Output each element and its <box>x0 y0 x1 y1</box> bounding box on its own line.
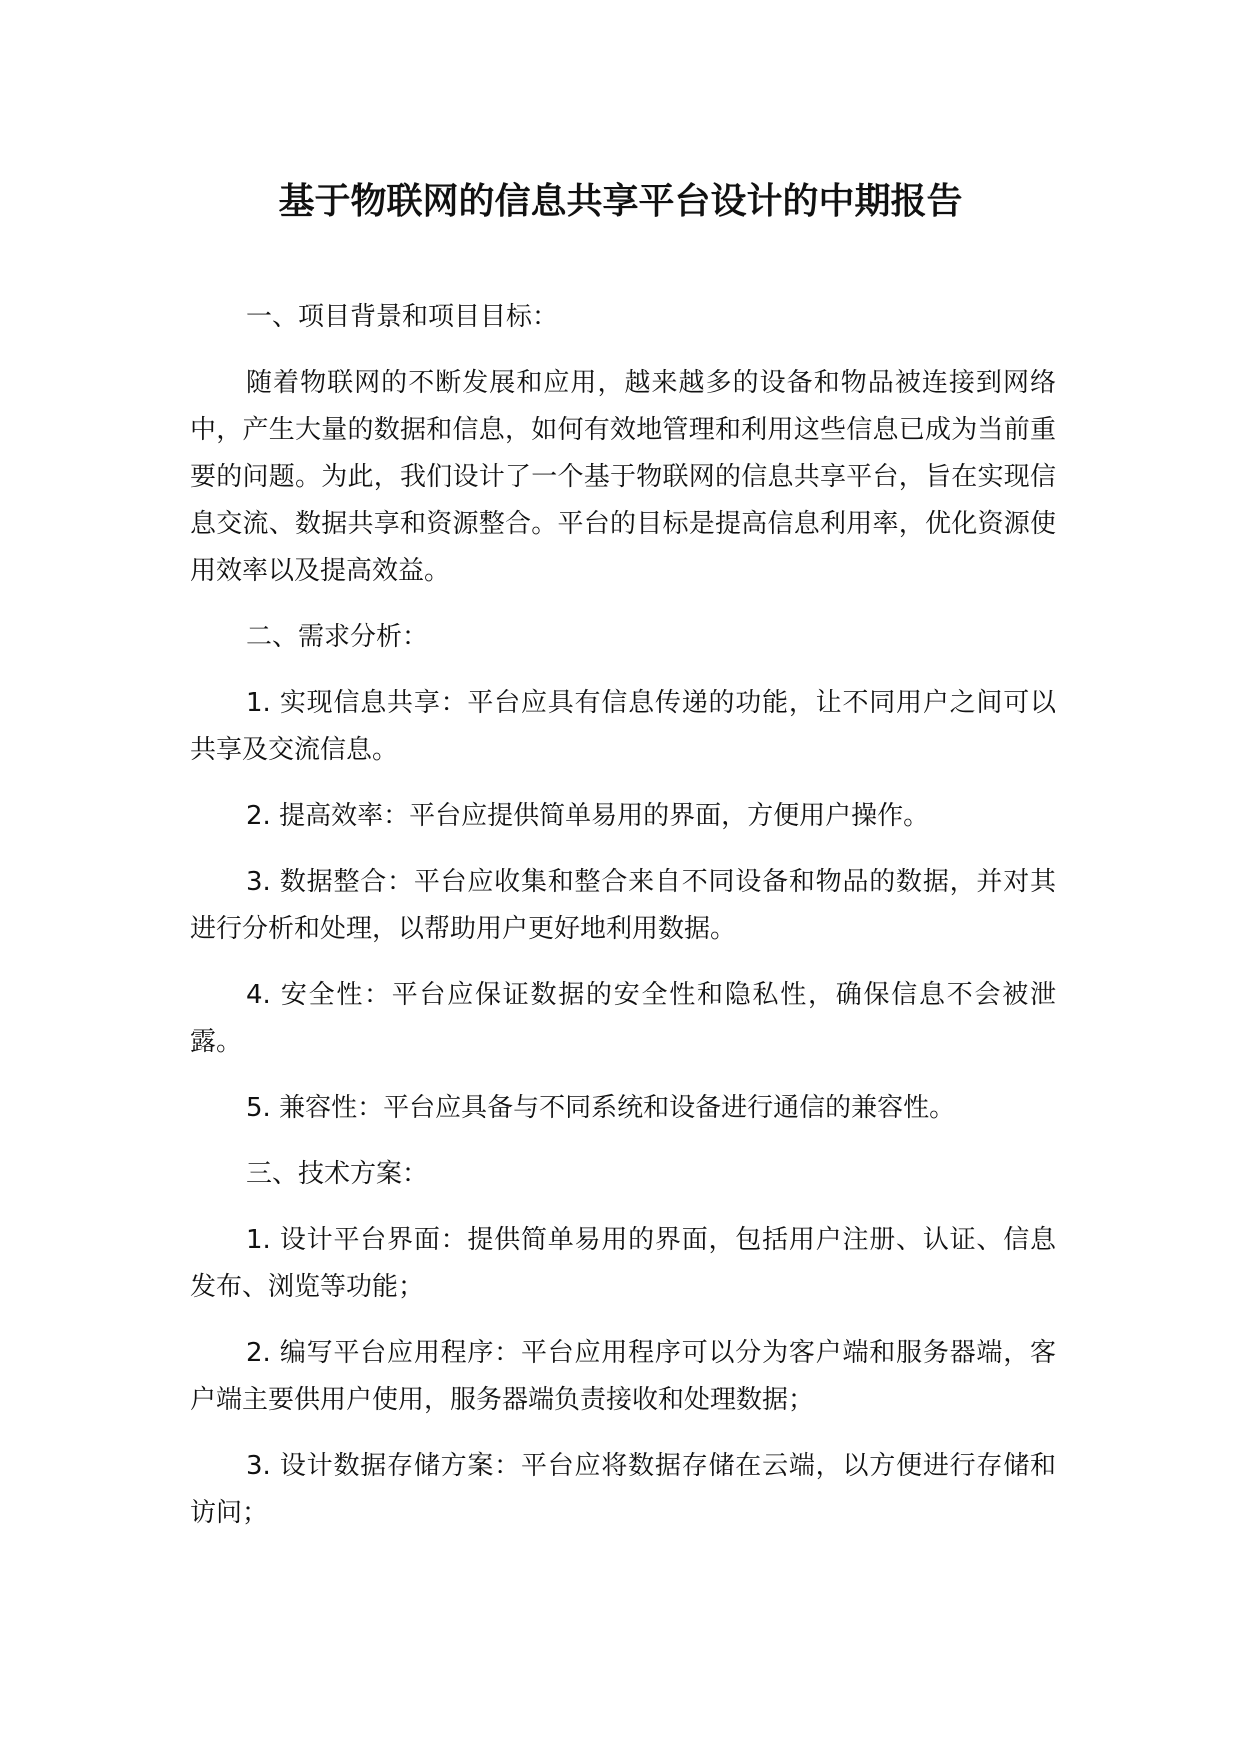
requirement-item-2: 2. 提高效率：平台应提供简单易用的界面，方便用户操作。 <box>246 801 930 831</box>
requirement-item-4: 4. 安全性：平台应保证数据的安全性和隐私性，确保信息不会被泄露。 <box>190 980 1056 1057</box>
section-heading-requirements: 二、需求分析： <box>246 622 429 652</box>
paragraph-background: 随着物联网的不断发展和应用，越来越多的设备和物品被连接到网络中，产生大量的数据和信息，如何有效地管理和利用这些信息已成为当前重要的问题。为此，我们设计了一个基于物联网的信息共享平台，旨在实现信息交流、数据共享和资源整合。平台的目标是提高信息利用率，优化资源使用效率以及提高效益。 <box>190 368 1056 586</box>
technical-item-3: 3. 设计数据存储方案：平台应将数据存储在云端，以方便进行存储和访问； <box>190 1451 1056 1528</box>
section-heading-technical-plan: 三、技术方案： <box>246 1159 429 1189</box>
technical-item-1: 1. 设计平台界面：提供简单易用的界面，包括用户注册、认证、信息发布、浏览等功能； <box>190 1225 1056 1302</box>
requirement-item-3: 3. 数据整合：平台应收集和整合来自不同设备和物品的数据，并对其进行分析和处理，以帮助用户更好地利用数据。 <box>190 867 1056 944</box>
document-title: 基于物联网的信息共享平台设计的中期报告 <box>278 181 963 222</box>
technical-item-2: 2. 编写平台应用程序：平台应用程序可以分为客户端和服务器端，客户端主要供用户使用，服务器端负责接收和处理数据； <box>190 1338 1056 1415</box>
document-body <box>190 294 1056 1556</box>
section-heading-background: 一、项目背景和项目目标： <box>246 302 559 332</box>
requirement-item-1: 1. 实现信息共享：平台应具有信息传递的功能，让不同用户之间可以共享及交流信息。 <box>190 688 1056 765</box>
requirement-item-5: 5. 兼容性：平台应具备与不同系统和设备进行通信的兼容性。 <box>246 1093 956 1123</box>
